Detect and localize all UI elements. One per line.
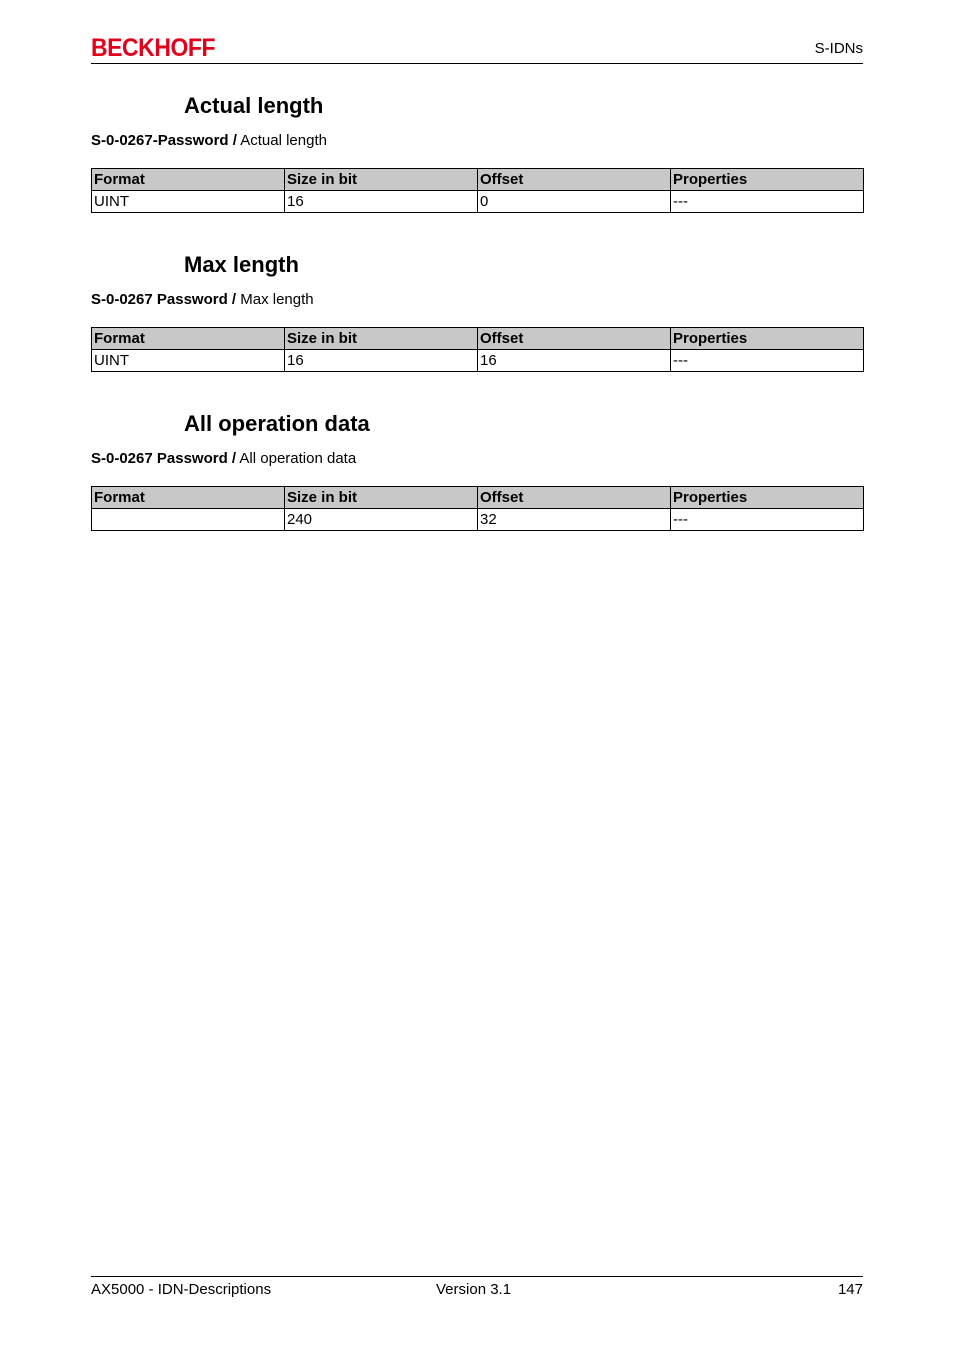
table-row [92, 350, 864, 372]
column-header-size: Size in bit [285, 169, 478, 191]
column-header-offset: Offset [478, 487, 671, 509]
section-subtitle [91, 450, 356, 467]
section-title: All operation data [184, 411, 370, 436]
cell-format: UINT [92, 191, 285, 213]
cell-format [92, 509, 285, 531]
column-header-offset: Offset [478, 169, 671, 191]
subtitle-name: Actual length [236, 132, 327, 149]
subtitle-idn: S-0-0267 Password / [91, 291, 237, 308]
section-title: Max length [184, 252, 299, 277]
idn-table [91, 327, 864, 372]
column-header-properties: Properties [671, 169, 864, 191]
column-header-properties: Properties [671, 328, 864, 350]
cell-properties: --- [671, 191, 864, 213]
column-header-format: Format [92, 487, 285, 509]
section-title: Actual length [184, 93, 324, 118]
subtitle-idn: S-0-0267-Password / [91, 132, 237, 149]
idn-table [91, 168, 864, 213]
table-header-row [92, 328, 864, 350]
footer-page-number: 147 [837, 1281, 863, 1298]
column-header-size: Size in bit [285, 328, 478, 350]
column-header-format: Format [92, 328, 285, 350]
table-header-row [92, 169, 864, 191]
footer-document-name: AX5000 - IDN-Descriptions [91, 1281, 272, 1298]
cell-offset: 16 [478, 350, 671, 372]
cell-offset: 0 [478, 191, 671, 213]
subtitle-idn: S-0-0267 Password / [91, 450, 237, 467]
column-header-size: Size in bit [285, 487, 478, 509]
idn-table [91, 486, 864, 531]
cell-offset: 32 [478, 509, 671, 531]
page-header [91, 34, 863, 64]
cell-properties: --- [671, 350, 864, 372]
column-header-format: Format [92, 169, 285, 191]
cell-size: 16 [285, 350, 478, 372]
table-row [92, 509, 864, 531]
table-row [92, 191, 864, 213]
cell-size: 16 [285, 191, 478, 213]
footer-version: Version 3.1 [436, 1281, 512, 1298]
header-section-name: S-IDNs [814, 40, 863, 57]
table-header-row [92, 487, 864, 509]
section-subtitle [91, 132, 327, 149]
page-footer [91, 1276, 863, 1303]
subtitle-name: All operation data [236, 450, 357, 467]
subtitle-name: Max length [236, 291, 314, 308]
cell-format: UINT [92, 350, 285, 372]
column-header-properties: Properties [671, 487, 864, 509]
cell-size: 240 [285, 509, 478, 531]
column-header-offset: Offset [478, 328, 671, 350]
beckhoff-logo: BECKHOFF [91, 34, 216, 62]
section-subtitle [91, 291, 314, 308]
cell-properties: --- [671, 509, 864, 531]
